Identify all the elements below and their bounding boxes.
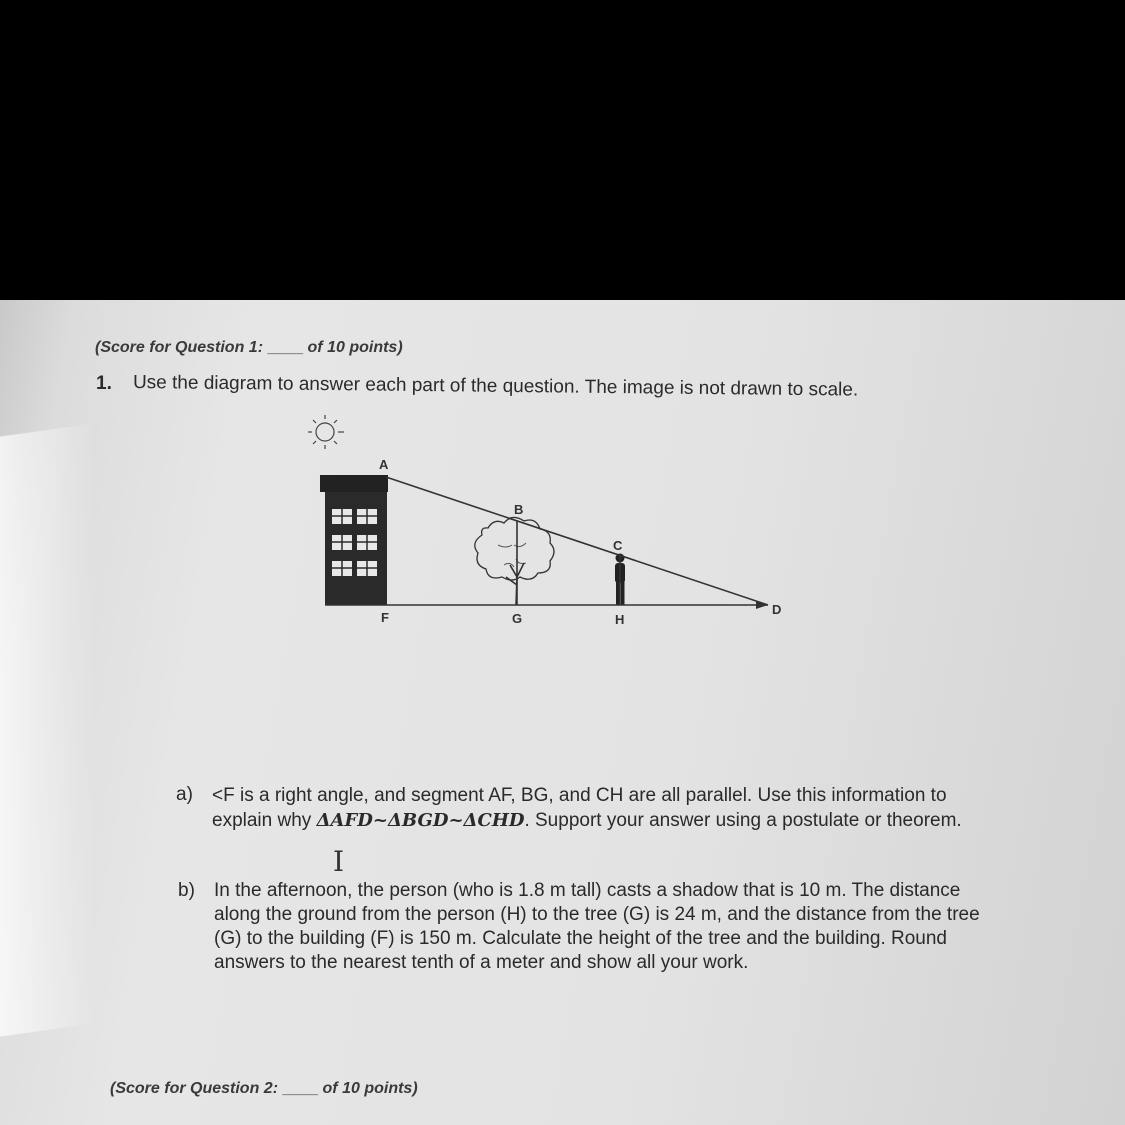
label-a: A — [379, 457, 389, 472]
question-1-number: 1. — [96, 373, 112, 394]
score-q1-blank: ____ — [267, 339, 304, 356]
label-c: C — [613, 538, 623, 553]
similar-triangles-diagram — [290, 405, 800, 640]
part-b-line-2: along the ground from the person (H) to the tree (G) is 24 m, and the distance from the tree — [214, 904, 980, 925]
building-icon — [320, 475, 388, 605]
similarity-statement: ΔAFD~ΔBGD~ΔCHD — [316, 810, 525, 831]
score-q2-blank: ____ — [282, 1080, 319, 1097]
label-b: B — [514, 502, 524, 517]
part-b-line-3: (G) to the building (F) is 150 m. Calculate the height of the tree and the building. Round — [214, 928, 947, 949]
label-d: D — [772, 602, 782, 617]
part-b-line-4: answers to the nearest tenth of a meter and show all your work. — [214, 952, 749, 973]
score-question-2 — [110, 1080, 418, 1098]
tree-icon — [475, 517, 554, 605]
label-f: F — [381, 610, 389, 625]
score-q2-suffix: of 10 points) — [322, 1080, 418, 1097]
part-a-line-1: <F is a right angle, and segment AF, BG, and CH are all parallel. Use this information to — [212, 785, 947, 806]
screen-glare — [0, 423, 95, 1036]
part-a-text — [212, 783, 962, 833]
part-a-line-2-suffix: . Support your answer using a postulate or theorem. — [524, 810, 962, 831]
score-question-1 — [95, 339, 403, 357]
part-b-text — [214, 879, 980, 975]
sun-icon — [308, 415, 344, 449]
part-b-line-1: In the afternoon, the person (who is 1.8 m tall) casts a shadow that is 10 m. The distance — [214, 880, 961, 901]
question-1-text: Use the diagram to answer each part of the question. The image is not drawn to scale. — [132, 372, 859, 401]
part-a-line-2-prefix: explain why — [212, 810, 317, 831]
score-q1-prefix: (Score for Question 1: — [95, 339, 264, 356]
score-q1-suffix: of 10 points) — [307, 339, 403, 356]
part-a-label: a) — [176, 784, 193, 805]
text-cursor-icon: I — [333, 845, 345, 878]
triangle-lines — [325, 477, 768, 605]
part-a-line-2 — [212, 808, 962, 833]
part-b-label: b) — [178, 880, 195, 901]
score-q2-prefix: (Score for Question 2: — [110, 1080, 279, 1097]
label-h: H — [615, 612, 625, 627]
label-g: G — [512, 611, 523, 626]
worksheet-page — [0, 300, 1125, 1125]
